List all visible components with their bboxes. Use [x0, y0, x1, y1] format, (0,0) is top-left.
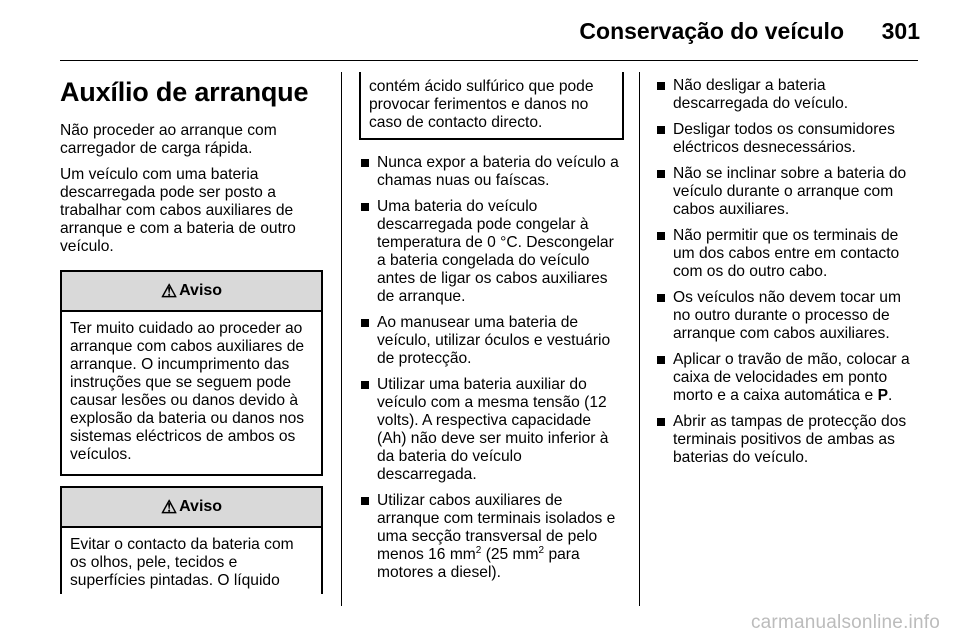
bullet-list	[359, 154, 624, 582]
list-item: Utilizar cabos auxiliares de arranque com terminais isolados e uma secção transversal de pelo menos 16 $mm^2$ (25 $mm^2$ para motores a diesel).	[359, 492, 624, 582]
warning-label: Aviso	[179, 282, 223, 299]
warning-triangle-icon: ⚠	[160, 281, 178, 301]
list-item: Os veículos não devem tocar um no outro durante o processo de arranque com cabos auxiliares.	[655, 289, 920, 343]
warning-header	[62, 488, 321, 528]
warning-text: Evitar o contacto da bateria com os olhos, pele, tecidos e superfícies pintadas. O líquido	[70, 536, 294, 589]
column-1	[60, 76, 323, 594]
list-item: Nunca expor a bateria do veículo a chamas nuas ou faíscas.	[359, 154, 624, 190]
warning-continued	[359, 72, 624, 140]
warning-label: Aviso	[179, 498, 223, 515]
section-title: Auxílio de arranque	[60, 77, 309, 107]
list-item: Abrir as tampas de protecção dos terminais positivos de ambas as baterias do veículo.	[655, 413, 920, 467]
bullet-list	[655, 77, 920, 467]
column-divider-2	[639, 72, 640, 606]
paragraph: Um veículo com uma bateria descarregada pode ser posto a trabalhar com cabos auxiliares de arranque e com a bateria de outro veículo.	[60, 166, 296, 255]
list-item: Aplicar o travão de mão, colocar a caixa de velocidades em ponto morto e a caixa automática e P.	[655, 351, 920, 405]
header-rule	[60, 60, 918, 61]
list-item: Uma bateria do veículo descarregada pode congelar à temperatura de 0 °C. Descongelar a bateria congelada do veículo antes de ligar os cabos auxiliares de arranque.	[359, 198, 624, 306]
warning-text: contém ácido sulfúrico que pode provocar ferimentos e danos no caso de contacto directo.	[369, 78, 594, 131]
warning-box	[60, 270, 323, 476]
list-item: Desligar todos os consumidores eléctricos desnecessários.	[655, 121, 920, 157]
column-2	[359, 72, 624, 590]
page-header	[0, 0, 960, 60]
list-item: Não se inclinar sobre a bateria do veículo durante o arranque com cabos auxiliares.	[655, 165, 920, 219]
list-item: Utilizar uma bateria auxiliar do veículo com a mesma tensão (12 volts). A respectiva capacidade (Ah) não deve ser muito inferior à da bateria do veículo descarregada.	[359, 376, 624, 484]
warning-box	[60, 486, 323, 594]
column-divider-1	[341, 72, 342, 606]
chapter-title: Conservação do veículo	[579, 18, 844, 44]
column-3	[655, 77, 920, 475]
warning-header	[62, 272, 321, 312]
paragraph: Não proceder ao arranque com carregador de carga rápida.	[60, 122, 277, 157]
warning-triangle-icon: ⚠	[160, 497, 178, 517]
warning-text: Ter muito cuidado ao proceder ao arranque com cabos auxiliares de arranque. O incumprimento das instruções que se seguem pode causar lesões ou danos devido à explosão da bateria ou danos nos sistemas eléctricos de ambos os veículos.	[70, 320, 305, 463]
list-item: Não permitir que os terminais de um dos cabos entre em contacto com os do outro cabo.	[655, 227, 920, 281]
list-item: Ao manusear uma bateria de veículo, utilizar óculos e vestuário de protecção.	[359, 314, 624, 368]
watermark: carmanualsonline.info	[750, 612, 940, 633]
list-item: Não desligar a bateria descarregada do veículo.	[655, 77, 920, 113]
page-number: 301	[881, 18, 920, 44]
